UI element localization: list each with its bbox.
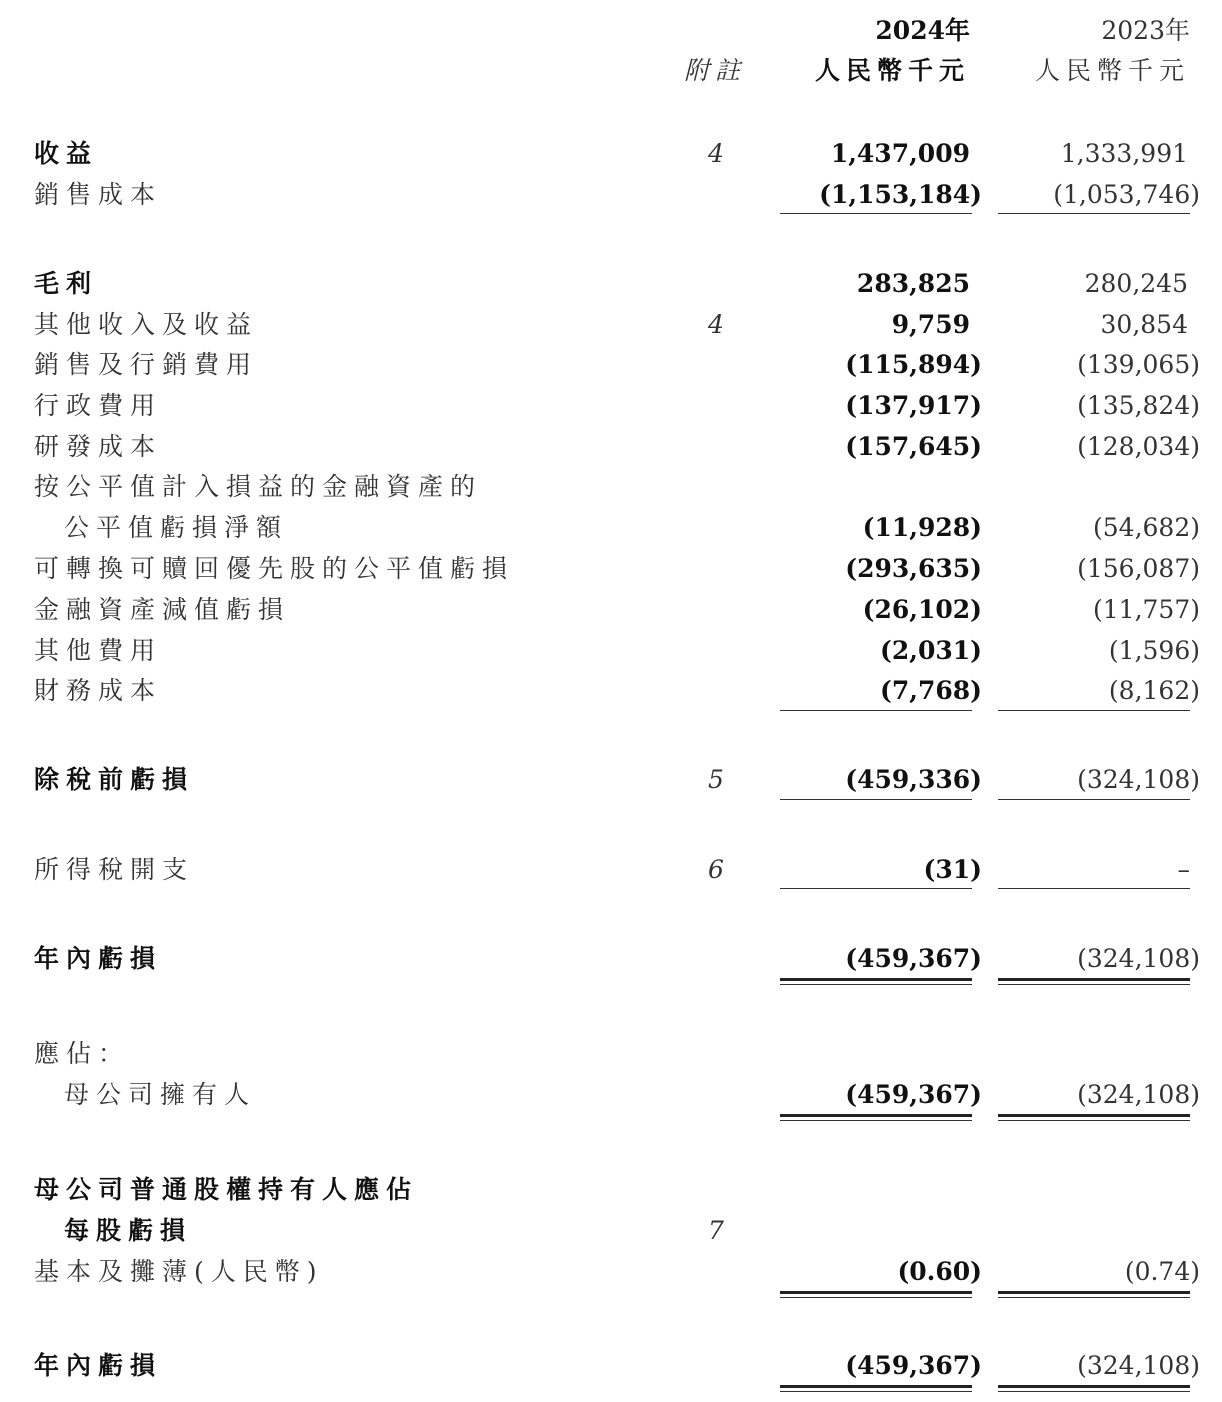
subtotal-rule: [780, 799, 972, 800]
row-label: 銷售成本: [34, 180, 163, 209]
table-row-impairment-loss: [0, 593, 1222, 633]
value-2023: (11,757): [1093, 595, 1200, 624]
table-row-loss-for-year: [0, 942, 1222, 982]
value-2024: (115,894): [845, 350, 982, 379]
table-row-other-expenses: [0, 634, 1222, 674]
value-2024: (459,367): [845, 1351, 982, 1380]
total-double-rule: [998, 1385, 1190, 1388]
table-row-owners-of-parent: [0, 1078, 1222, 1118]
table-row-other-income: [0, 308, 1222, 348]
table-row-fvtpl-heading: [0, 470, 1222, 510]
value-2024: (7,768): [880, 676, 982, 705]
value-2024: 1,437,009: [830, 139, 970, 168]
value-2024: (11,928): [862, 513, 982, 542]
value-2023: –: [1177, 855, 1190, 884]
table-row-finance-costs: [0, 674, 1222, 714]
value-2023: (0.74): [1124, 1257, 1200, 1286]
value-2023: (1,053,746): [1053, 180, 1200, 209]
table-row-cost-of-sales: [0, 178, 1222, 218]
row-note: 6: [708, 855, 724, 884]
table-row-eps-heading: [0, 1173, 1222, 1213]
value-2023: (324,108): [1077, 1080, 1200, 1109]
value-2024: 9,759: [891, 310, 970, 339]
table-row-admin-expenses: [0, 389, 1222, 429]
value-2024: 283,825: [856, 269, 970, 298]
row-note: 7: [708, 1216, 724, 1245]
row-label: 研發成本: [34, 432, 163, 461]
value-2023: 280,245: [1084, 269, 1188, 298]
table-row-loss-for-year-repeat: [0, 1349, 1222, 1389]
total-double-rule: [780, 978, 972, 981]
table-row-rd-costs: [0, 430, 1222, 470]
row-label: 其他費用: [34, 636, 163, 665]
table-row-basic-diluted: [0, 1255, 1222, 1295]
total-double-rule: [998, 1114, 1190, 1117]
value-2023: 30,854: [1100, 310, 1188, 339]
row-label: 銷售及行銷費用: [34, 350, 259, 379]
column-header-2023-year: 2023年: [1101, 16, 1190, 45]
row-note: 5: [708, 765, 724, 794]
total-double-rule: [998, 1291, 1190, 1294]
value-2024: (459,367): [845, 1080, 982, 1109]
row-label: 應佔：: [34, 1039, 131, 1068]
table-row-selling-expenses: [0, 348, 1222, 388]
value-2023: (324,108): [1077, 765, 1200, 794]
row-label: 母公司普通股權持有人應佔: [34, 1175, 419, 1204]
table-row-loss-per-share: [0, 1214, 1222, 1254]
value-2023: (324,108): [1077, 944, 1200, 973]
table-row-revenue: [0, 137, 1222, 177]
value-2024: (2,031): [880, 636, 982, 665]
row-label: 除稅前虧損: [34, 765, 195, 794]
subtotal-rule: [998, 213, 1190, 214]
column-header-2024-unit: 人民幣千元: [814, 56, 970, 85]
row-label: 每股虧損: [64, 1216, 193, 1245]
value-2023: (156,087): [1077, 554, 1200, 583]
total-double-rule: [780, 1114, 972, 1117]
column-header-2024-year: 2024年: [875, 16, 970, 45]
value-2024: (1,153,184): [819, 180, 982, 209]
row-label: 所得稅開支: [34, 855, 195, 884]
table-row-income-tax: [0, 853, 1222, 893]
row-label: 毛利: [34, 269, 99, 298]
column-header-note: 附註: [684, 56, 747, 85]
total-double-rule: [780, 1385, 972, 1388]
row-note: 4: [708, 139, 724, 168]
row-label: 按公平值計入損益的金融資產的: [34, 472, 483, 501]
value-2023: (54,682): [1093, 513, 1200, 542]
subtotal-rule: [998, 710, 1190, 711]
value-2024: (459,336): [845, 765, 982, 794]
column-header-2023-unit: 人民幣千元: [1034, 56, 1190, 85]
row-label: 年內虧損: [34, 944, 163, 973]
row-label: 其他收入及收益: [34, 310, 259, 339]
subtotal-rule: [780, 888, 972, 889]
total-double-rule: [998, 978, 1190, 981]
table-row-fvtpl-loss: [0, 511, 1222, 551]
table-row-loss-before-tax: [0, 763, 1222, 803]
value-2023: (139,065): [1077, 350, 1200, 379]
subtotal-rule: [998, 799, 1190, 800]
table-row-gross-profit: [0, 267, 1222, 307]
value-2023: (1,596): [1108, 636, 1200, 665]
value-2023: 1,333,991: [1060, 139, 1188, 168]
row-label: 行政費用: [34, 391, 163, 420]
row-label: 可轉換可贖回優先股的公平值虧損: [34, 554, 515, 583]
value-2024: (26,102): [862, 595, 982, 624]
table-row-preferred-shares-loss: [0, 552, 1222, 592]
row-label: 財務成本: [34, 676, 163, 705]
value-2024: (293,635): [845, 554, 982, 583]
row-label: 年內虧損: [34, 1351, 163, 1380]
row-label: 公平值虧損淨額: [64, 513, 289, 542]
subtotal-rule: [998, 888, 1190, 889]
value-2024: (157,645): [845, 432, 982, 461]
value-2024: (137,917): [845, 391, 982, 420]
row-label: 母公司擁有人: [64, 1080, 257, 1109]
value-2023: (8,162): [1108, 676, 1200, 705]
subtotal-rule: [780, 710, 972, 711]
row-note: 4: [708, 310, 724, 339]
value-2023: (135,824): [1077, 391, 1200, 420]
value-2024: (31): [923, 855, 982, 884]
row-label: 金融資產減值虧損: [34, 595, 291, 624]
value-2023: (324,108): [1077, 1351, 1200, 1380]
row-label: 收益: [34, 139, 99, 168]
table-row-attributable-to: [0, 1037, 1222, 1077]
total-double-rule: [780, 1291, 972, 1294]
subtotal-rule: [780, 213, 972, 214]
row-label: 基本及攤薄(人民幣): [34, 1257, 324, 1286]
value-2024: (0.60): [897, 1257, 982, 1286]
value-2024: (459,367): [845, 944, 982, 973]
value-2023: (128,034): [1077, 432, 1200, 461]
